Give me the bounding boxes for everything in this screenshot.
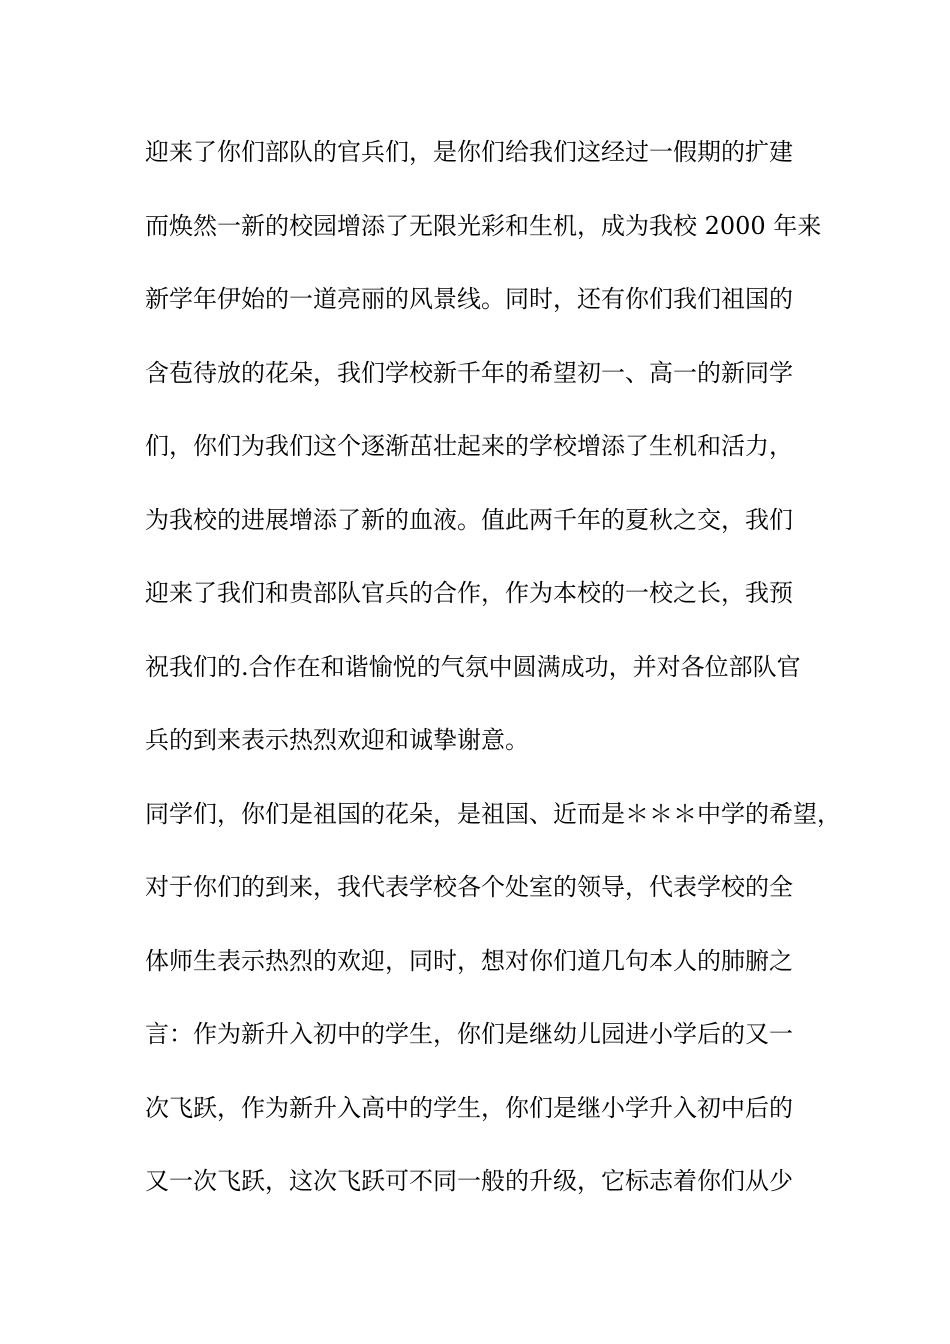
text-line: 同学们，你们是祖国的花朵，是祖国、近而是＊＊＊中学的希望， [145,799,841,828]
text-line: 含苞待放的花朵，我们学校新千年的希望初一、高一的新同学 [145,358,793,387]
text-line: 又一次飞跃，这次飞跃可不同一般的升级，它标志着你们从少 [145,1167,793,1195]
text-line: 对于你们的到来，我代表学校各个处室的领导，代表学校的全 [145,873,793,901]
text-line: 为我校的进展增添了新的血液。值此两千年的夏秋之交，我们 [145,505,793,534]
body-text [145,134,841,1237]
text-line: 兵的到来表示热烈欢迎和诚挚谢意。 [145,726,529,754]
text-line: 祝我们的.合作在和谐愉悦的气氛中圆满成功，并对各位部队官 [145,652,801,681]
text-line: 新学年伊始的一道亮丽的风景线。同时，还有你们我们祖国的 [145,285,793,313]
text-line: 而焕然一新的校园增添了无限光彩和生机，成为我校 2000 年来 [145,211,822,240]
text-line: 们，你们为我们这个逐渐茁壮起来的学校增添了生机和活力， [145,432,793,460]
text-line: 体师生表示热烈的欢迎，同时，想对你们道几句本人的肺腑之 [145,946,793,975]
text-line: 迎来了我们和贵部队官兵的合作，作为本校的一校之长，我预 [145,579,793,607]
text-line: 迎来了你们部队的官兵们，是你们给我们这经过一假期的扩建 [145,138,793,166]
text-line: 言：作为新升入初中的学生，你们是继幼儿园进小学后的又一 [145,1020,793,1048]
text-line: 次飞跃，作为新升入高中的学生，你们是继小学升入初中后的 [145,1093,793,1122]
